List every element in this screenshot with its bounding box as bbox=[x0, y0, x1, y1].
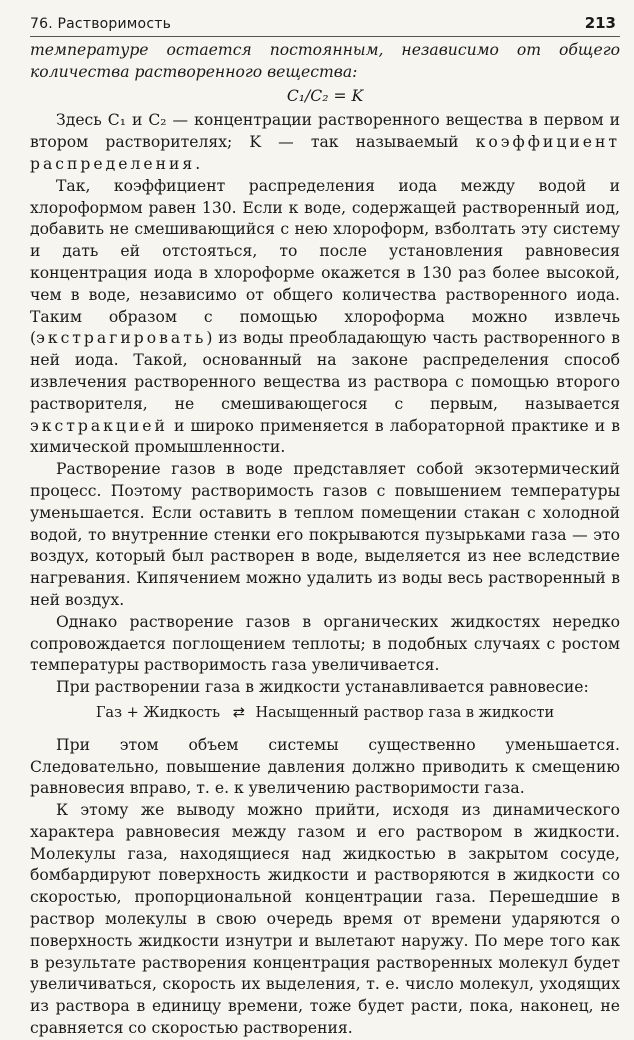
paragraph-text: ) из воды преобладающую часть растворенного в ней иода. Такой, основанный на законе распределения способ извлечения растворенного вещества из раствора с помощью второго растворителя, не смешивающегося с первым, называется bbox=[30, 329, 620, 413]
paragraph-text: Так, коэффициент распределения иода между водой и хлороформом равен 130. Если к воде, содержащей растворенный иод, добавить не смешивающийся с нею хлороформ, взболтать эту систему и дать ей отстояться, то после установления равновесия концентрация иода в хлороформе окажется в 130 раз более высокой, чем в воде, независимо от общего количества растворенного иода. Таким образом с помощью хлороформа можно извлечь ( bbox=[30, 176, 620, 348]
paragraph-text: и широко применяется в лабораторной практике и в химической промышленности. bbox=[30, 416, 620, 457]
term-extraction: экстракцией bbox=[30, 416, 168, 435]
intro-paragraph: температуре остается постоянным, независимо от общего количества растворенного вещества: bbox=[30, 41, 620, 81]
page-body bbox=[30, 40, 620, 1040]
paragraph-gas-dissolution: Растворение газов в воде представляет собой экзотермический процесс. Поэтому растворимость газов с повышением температуры уменьшается. Если оставить в теплом помещении стакан с холодной водой, то внутренние стенки его покрываются пузырьками газа — это воздух, который был растворен в воде, выделяется из нее вследствие нагревания. Кипячением можно удалить из воды весь растворенный в ней воздух. bbox=[30, 460, 620, 609]
distribution-formula: C₁/C₂ = K bbox=[286, 86, 364, 105]
paragraph-dynamic: К этому же выводу можно прийти, исходя из динамического характера равновесия между газом и его раствором в жидкости. Молекулы газа, находящиеся над жидкостью в закрытом сосуде, бомбардируют поверхность жидкости и растворяются в жидкости со скоростью, пропорциональной концентрации газа. Перешедшие в раствор молекулы в свою очередь время от времени ударяются о поверхность жидкости изнутри и вылетают наружу. По мере того как в результате растворения концентрация растворенных молекул будет увеличиваться, скорость их выделения, т. е. число молекул, уходящих из раствора в единицу времени, тоже будет расти, пока, наконец, не сравняется со скоростью растворения. bbox=[30, 801, 620, 1038]
section-title: 76. Растворимость bbox=[30, 16, 172, 32]
paragraph-pressure: При этом объем системы существенно уменьшается. Следовательно, повышение давления должно приводить к смещению равновесия вправо, т. е. к увеличению растворимости газа. bbox=[30, 735, 620, 798]
equation-left: Газ + Жидкость bbox=[95, 704, 221, 721]
equilibrium-equation bbox=[30, 703, 620, 725]
running-header bbox=[30, 14, 620, 40]
header-rule bbox=[30, 36, 620, 37]
term-extract: экстрагировать bbox=[36, 329, 207, 348]
paragraph-extraction bbox=[30, 176, 620, 459]
page-number: 213 bbox=[584, 14, 616, 32]
equation-right: Насыщенный раствор газа в жидкости bbox=[255, 704, 555, 721]
paragraph-organic-liquids: Однако растворение газов в органических жидкостях нередко сопровождается поглощением теплоты; в подобных случаях с ростом температуры растворимость газа увеличивается. bbox=[30, 612, 620, 675]
paragraph-text: . bbox=[195, 154, 201, 173]
term-distribution-coefficient: коэффициент распределения bbox=[30, 133, 620, 173]
paragraph-equilibrium-intro: При растворении газа в жидкости устанавливается равновесие: bbox=[56, 678, 589, 697]
paragraph-text: Здесь C₁ и C₂ — концентрации растворенного вещества в первом и втором растворителях; K — так называемый bbox=[30, 111, 620, 152]
equilibrium-arrows-icon: ⇄ bbox=[232, 704, 243, 721]
paragraph-definition bbox=[30, 110, 620, 175]
